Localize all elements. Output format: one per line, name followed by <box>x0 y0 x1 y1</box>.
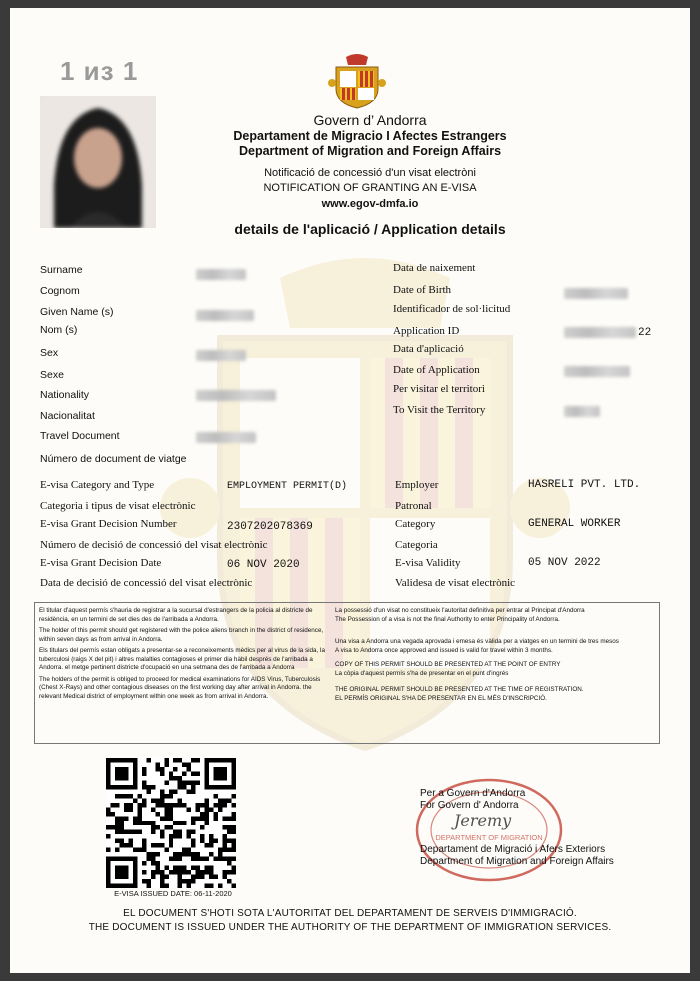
redacted-given-name <box>196 310 254 321</box>
notice-left-3: Els titulars del permís estan obligats a presentar-se a reconeixements mèdics per al virus de la sida, la tuberculosi (raigs X del pit) i altres malalties contagioses el primer dia hàbil després de l'arribada a Andorra. el metge pertinent districte d'ocupació en una setmana des de l'arribada a Andorra <box>39 647 325 671</box>
label-nacionalitat: Nacionalitat <box>40 410 95 422</box>
label-data-naixement: Data de naixement <box>393 262 476 274</box>
notice-left-2: The holder of this permit should get registered with the police aliens branch in the district of residence, within seven days as from arrival in Andorra. <box>39 627 324 643</box>
label-decision-number-ca: Número de decisió de concessió del visat electrònic <box>40 539 268 551</box>
label-validity-en: E-visa Validity <box>395 557 461 569</box>
department-name-ca: Departament de Migracio I Afectes Estrangers <box>233 129 507 143</box>
application-id-suffix: 22 <box>638 327 652 339</box>
label-surname: Surname <box>40 264 83 276</box>
notice-right-3: Una visa a Andorra una vegada aprovada i emesa és vàlida per a viatges en un termini de tres mesos <box>335 638 619 645</box>
qr-code-icon <box>106 758 236 888</box>
label-nationality: Nationality <box>40 389 90 401</box>
footer-ca: EL DOCUMENT S'HOTI SOTA L'AUTORITAT DEL DEPARTAMENT DE SERVEIS D'IMMIGRACIÓ. <box>123 908 577 919</box>
redacted-application-id <box>564 327 636 338</box>
redacted-to-visit <box>564 406 600 417</box>
department-name-en: Department of Migration and Foreign Affairs <box>238 144 502 158</box>
notice-right-4: A visa to Andorra once approved and issued is valid for travel within 3 months. <box>335 646 553 654</box>
notice-left-4: The holders of the permit is obliged to proceed for medical examinations for AIDS Virus, Tuberculosis (Chest X-Rays) and other contagious diseases on the first working day after arrival in Andorra. the relevant Medical district of employment within one week as from arrival in Andorra. <box>39 675 321 700</box>
qr-code-block <box>106 758 240 902</box>
applicant-photo <box>40 96 156 228</box>
decision-date-value: 06 NOV 2020 <box>227 559 300 571</box>
label-application-id: Application ID <box>393 325 460 337</box>
govern-title: Govern d’ Andorra <box>313 112 427 128</box>
per-govern-text: Per a Govern d'Andorra <box>420 788 526 799</box>
category-value: EMPLOYMENT PERMIT(D) <box>227 481 348 492</box>
label-employer-en: Employer <box>395 479 439 491</box>
for-govern-text: For Govern d' Andorra <box>420 800 519 811</box>
notice-right-2: The Possession of a visa is not the final Authority to enter Principality of Andorra. <box>335 615 560 623</box>
qr-issued-date: E-VISA ISSUED DATE: 06-11-2020 <box>114 889 232 898</box>
page-counter: 1 из 1 <box>60 56 139 86</box>
redacted-nationality <box>196 390 276 401</box>
label-validity-ca: Validesa de visat electrònic <box>395 577 516 589</box>
label-sex: Sex <box>40 347 59 359</box>
label-decision-number-en: E-visa Grant Decision Number <box>40 518 177 530</box>
signature-dept-en: Department of Migration and Foreign Affairs <box>420 856 614 867</box>
cat-value: GENERAL WORKER <box>528 518 621 530</box>
notification-title-ca: Notificació de concessió d'un visat electròni <box>264 167 476 179</box>
decision-number-value: 2307202078369 <box>227 521 313 533</box>
andorra-crest-icon <box>328 53 386 109</box>
notice-right-1: La possessió d'un visat no constitueix l'autoritat definitiva per entrar al Principat d'Andorra <box>335 607 585 614</box>
label-travel-document: Travel Document <box>40 430 120 442</box>
notice-right-7: THE ORIGINAL PERMIT SHOULD BE PRESENTED AT THE TIME OF REGISTRATION. <box>335 686 584 693</box>
label-cat-en: Category <box>395 518 436 530</box>
label-category-en: E-visa Category and Type <box>40 479 155 491</box>
signature-dept-ca: Departament de Migració i Afers Exteriors <box>420 844 606 855</box>
employer-value: HASRELI PVT. LTD. <box>528 479 641 491</box>
label-decision-date-ca: Data de decisió de concessió del visat electrònic <box>40 577 253 589</box>
label-given-name: Given Name (s) <box>40 306 114 318</box>
validity-value: 05 NOV 2022 <box>528 557 601 569</box>
notice-right-5: COPY OF THIS PERMIT SHOULD BE PRESENTED AT THE POINT OF ENTRY <box>335 661 561 668</box>
redacted-sex <box>196 350 246 361</box>
label-per-visitar: Per visitar el territori <box>393 383 485 395</box>
label-cognom: Cognom <box>40 285 80 297</box>
label-employer-ca: Patronal <box>395 500 432 512</box>
seal-text: DEPARTMENT OF MIGRATION <box>435 833 543 842</box>
label-decision-date-en: E-visa Grant Decision Date <box>40 557 162 569</box>
redacted-date-of-birth <box>564 288 628 299</box>
label-numero-document: Número de document de viatge <box>40 453 187 465</box>
redacted-date-of-application <box>564 366 630 377</box>
label-category-ca: Categoria i tipus de visat electrònic <box>40 500 196 512</box>
label-date-of-application: Date of Application <box>393 364 480 376</box>
redacted-surname <box>196 269 246 280</box>
document-page <box>10 8 690 973</box>
label-nom: Nom (s) <box>40 324 78 336</box>
label-date-of-birth: Date of Birth <box>393 284 452 296</box>
section-title: details de l'aplicació / Application details <box>234 221 506 237</box>
website-link[interactable]: www.egov-dmfa.io <box>321 198 419 210</box>
label-identificador: Identificador de sol·licitud <box>393 303 511 315</box>
notice-left-1: El titular d'aquest permís s'hauria de registrar a la sucursal d'estrangers de la policia al districte de residència, en un termini de set dies des de l'arribada a Andorra. <box>39 607 313 623</box>
label-sexe: Sexe <box>40 369 64 381</box>
redacted-travel-document <box>196 432 256 443</box>
notice-right-8: EL PERMÍS ORIGINAL S'HA DE PRESENTAR EN EL MÉS D'INSCRIPCIÓ. <box>335 694 547 702</box>
notification-title-en: NOTIFICATION OF GRANTING AN E-VISA <box>263 182 477 194</box>
signature-scribble: Jeremy <box>454 811 512 830</box>
label-data-aplicacio: Data d'aplicació <box>393 343 464 355</box>
notice-right-6: La còpia d'aquest permís s'ha de presentar en el punt d'ingrés <box>335 669 509 677</box>
notice-box <box>34 602 660 744</box>
footer-en: THE DOCUMENT IS ISSUED UNDER THE AUTHORITY OF THE DEPARTMENT OF IMMIGRATION SERVICES. <box>88 922 612 933</box>
label-to-visit: To Visit the Territory <box>393 404 486 416</box>
label-cat-ca: Categoria <box>395 539 438 551</box>
